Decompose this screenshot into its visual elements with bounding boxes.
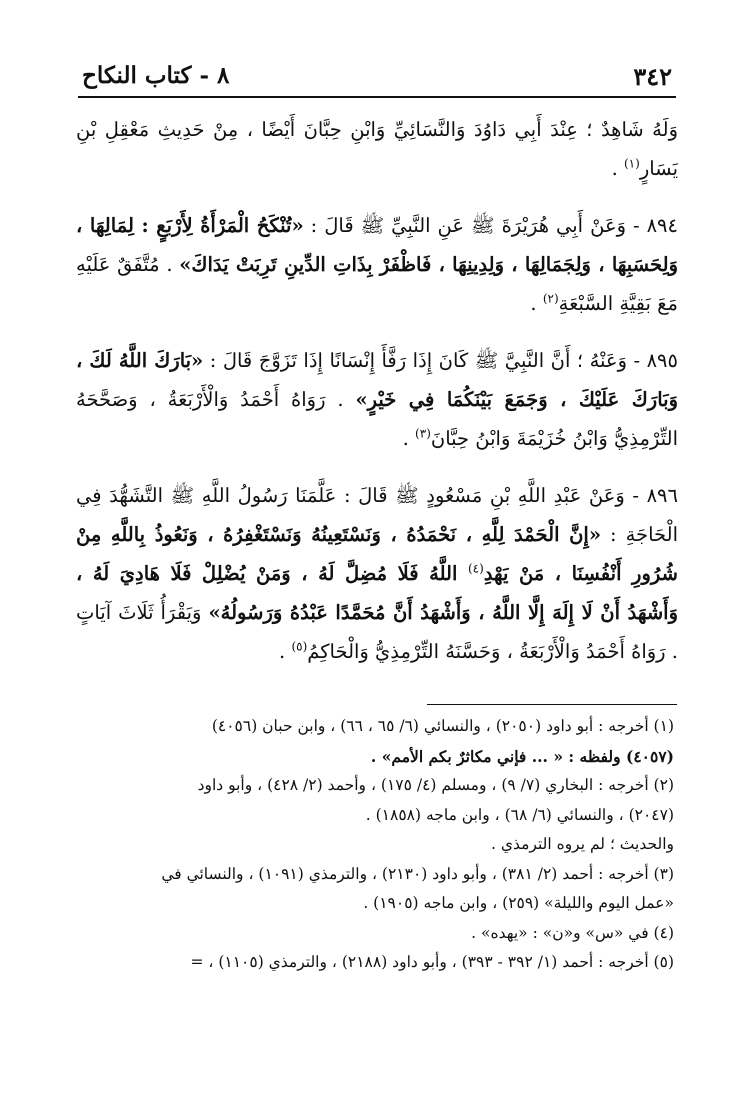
footnote-3-line-1: (٣) أخرجه : أحمد (٢/ ٣٨١) ، وأبو داود (٢١٣٠) ، والترمذي (١٠٩١) ، والنسائي في [161, 864, 674, 883]
hadith-896 [76, 476, 678, 671]
footnote-ref: (١) [623, 156, 640, 171]
footnote-2-line-1: (٢) أخرجه : البخاري (٧/ ٩) ، ومسلم (٤/ ١٧٥) ، وأحمد (٢/ ٤٢٨) ، وأبو داود [197, 776, 674, 794]
hadith-source: . مُتَّفَقٌ عَلَيْهِ مَعَ بَقِيَّةِ السَّبْعَةِ [76, 253, 678, 315]
hadith-894 [76, 206, 678, 323]
hadith-intro: - وَعَنْ عَبْدِ اللَّهِ بْنِ مَسْعُودٍ ﷺ قَالَ : عَلَّمَنَا رَسُولُ اللَّهِ ﷺ التَّشَهُّدَ فِي الْحَاجَةِ : [76, 484, 678, 546]
hadith-text: «إِنَّ الْحَمْدَ لِلَّهِ ، نَحْمَدُهُ ، وَنَسْتَعِينُهُ وَنَسْتَغْفِرُهُ ، وَنَعُوذُ بِاللَّهِ مِنْ شُرُورِ أَنْفُسِنَا ، مَنْ يَهْدِ [76, 523, 678, 585]
hadith-source: . رَوَاهُ أَحْمَدُ وَالْأَرْبَعَةُ ، وَصَحَّحَهُ التِّرْمِذِيُّ وَابْنُ خُزَيْمَةَ وَابْنُ حِبَّانَ [76, 388, 678, 450]
chapter-title: ٨ - كتاب النكاح [82, 62, 230, 89]
hadith-source: وَيَقْرَأُ ثَلَاثَ آيَاتٍ . رَوَاهُ أَحْمَدُ وَالْأَرْبَعَةُ ، وَحَسَّنَهُ التِّرْمِذِيُّ وَالْحَاكِمُ [76, 601, 678, 663]
footnote-1-line-2: (٤٠٥٧) ولفظه : « ... فإني مكاثرٌ بكم الأمم» . [370, 746, 674, 766]
header-divider [78, 96, 676, 98]
hadith-intro: - وَعَنْهُ ؛ أَنَّ النَّبِيَّ ﷺ كَانَ إِذَا رَفَّأَ إِنْسَانًا إِذَا تَزَوَّجَ قَالَ : [203, 349, 647, 372]
hadith-text-continued: اللَّهُ فَلَا مُضِلَّ لَهُ ، وَمَنْ يُضْلِلْ فَلَا هَادِيَ لَهُ ، وَأَشْهَدُ أَنْ لَا إِلَهَ إِلَّا اللَّهُ ، وَأَشْهَدُ أَنَّ مُحَمَّدًا عَبْدُهُ وَرَسُولُهُ» [76, 562, 679, 624]
main-text [76, 110, 678, 689]
footnote-2-line-3: والحديث ؛ لم يروه الترمذي . [490, 835, 674, 853]
hadith-intro: - وَعَنْ أَبِي هُرَيْرَةَ ﷺ عَنِ النَّبِيِّ ﷺ قَالَ : [303, 214, 647, 237]
footnote-divider [427, 704, 677, 705]
page-number: ٣٤٢ [633, 62, 672, 91]
footnote-2-line-2: (٢٠٤٧) ، والنسائي (٦/ ٦٨) ، وابن ماجه (١٨٥٨) . [365, 805, 674, 824]
paragraph-witness [76, 110, 678, 188]
hadith-number: ٨٩٤ [646, 214, 678, 237]
paragraph-end: . [611, 157, 624, 180]
footnotes [78, 712, 674, 978]
paragraph-end: . [279, 640, 292, 663]
footnote-3-line-2: «عمل اليوم والليلة» (٢٥٩) ، وابن ماجه (١٩٠٥) . [363, 894, 674, 912]
paragraph-end: . [402, 427, 416, 450]
paragraph-text: وَلَهُ شَاهِدٌ ؛ عِنْدَ أَبِي دَاوُدَ وَالنَّسَائِيِّ وَابْنِ حِبَّانَ أَيْضًا ، مِنْ حَدِيثِ مَعْقِلِ بْنِ يَسَارٍ [76, 118, 678, 180]
footnote-5-line-1: (٥) أخرجه : أحمد (١/ ٣٩٢ - ٣٩٣) ، وأبو داود (٢١٨٨) ، والترمذي (١١٠٥) ، = [190, 953, 674, 971]
hadith-number: ٨٩٥ [646, 349, 678, 372]
hadith-text: «تُنْكَحُ الْمَرْأَةُ لِأَرْبَعٍ : لِمَالِهَا ، وَلِحَسَبِهَا ، وَلِجَمَالِهَا ، وَلِدِينِهَا ، فَاظْفَرْ بِذَاتِ الدِّينِ تَرِبَتْ يَدَاكَ» [76, 214, 678, 276]
hadith-895 [76, 341, 678, 458]
footnote-ref: (٢) [542, 291, 559, 306]
paragraph-end: . [530, 292, 543, 315]
footnote-ref: (٣) [415, 426, 431, 441]
page-header [78, 58, 676, 94]
footnote-1-line-1: (١) أخرجه : أبو داود (٢٠٥٠) ، والنسائي (٦/ ٦٥ ، ٦٦) ، وابن حبان (٤٠٥٦) [211, 717, 674, 735]
footnote-4-line-1: (٤) في «س» و«ن» : «يهده» . [471, 923, 674, 942]
footnote-ref: (٤) [467, 561, 484, 576]
hadith-number: ٨٩٦ [646, 484, 678, 507]
hadith-text: «بَارَكَ اللَّهُ لَكَ ، وَبَارَكَ عَلَيْكَ ، وَجَمَعَ بَيْنَكُمَا فِي خَيْرٍ» [76, 349, 678, 411]
footnote-ref: (٥) [291, 639, 308, 654]
